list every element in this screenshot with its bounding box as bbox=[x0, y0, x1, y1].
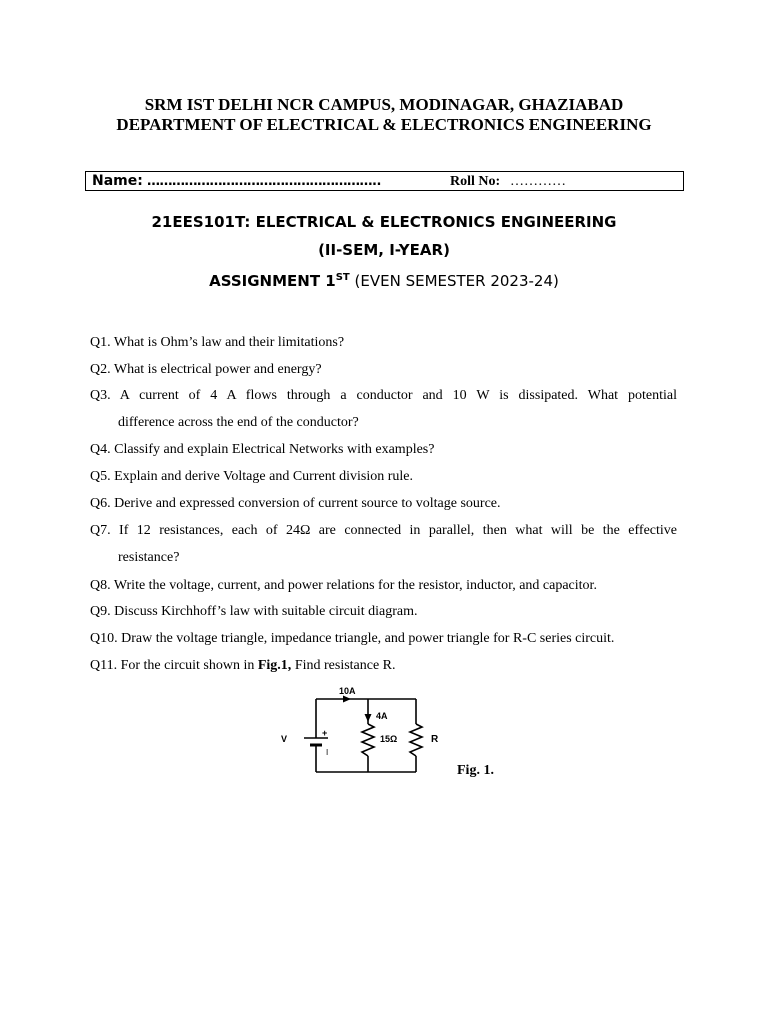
name-label: Name: bbox=[92, 173, 143, 189]
question-11-prefix: Q11. For the circuit shown in bbox=[90, 658, 258, 673]
label-v: V bbox=[281, 734, 288, 744]
label-15-ohm: 15Ω bbox=[380, 734, 398, 744]
question-11 bbox=[90, 657, 677, 675]
figure-caption: Fig. 1. bbox=[457, 763, 494, 778]
assignment-session: (EVEN SEMESTER 2023-24) bbox=[349, 272, 559, 290]
question-11-suffix: Find resistance R. bbox=[291, 658, 396, 673]
course-title: 21EES101T: ELECTRICAL & ELECTRONICS ENGINEERING bbox=[151, 213, 617, 231]
course-semester: (II-SEM, I-YEAR) bbox=[318, 241, 450, 259]
assignment-title bbox=[0, 268, 768, 291]
question-1: Q1. What is Ohm’s law and their limitations? bbox=[90, 335, 345, 350]
question-11-figure-ref: Fig.1, bbox=[257, 658, 292, 673]
label-r: R bbox=[431, 734, 439, 745]
question-10: Q10. Draw the voltage triangle, impedance triangle, and power triangle for R-C series circuit. bbox=[90, 631, 615, 646]
question-8: Q8. Write the voltage, current, and power relations for the resistor, inductor, and capacitor. bbox=[90, 578, 597, 593]
name-field: ……………………………………………….. bbox=[147, 174, 381, 189]
question-7-line-2: resistance? bbox=[118, 550, 180, 565]
document-header bbox=[0, 95, 768, 135]
assignment-superscript: ST bbox=[335, 272, 350, 283]
student-info-box bbox=[85, 171, 684, 191]
question-6: Q6. Derive and expressed conversion of current source to voltage source. bbox=[90, 496, 501, 511]
question-7-line-1: Q7. If 12 resistances, each of 24Ω are connected in parallel, then what will be the effective bbox=[90, 523, 677, 538]
current-arrow-10a bbox=[343, 696, 351, 703]
label-minus: I bbox=[326, 748, 329, 757]
label-10a: 10A bbox=[339, 686, 356, 696]
current-arrow-4a bbox=[365, 714, 372, 722]
institute-name: SRM IST DELHI NCR CAMPUS, MODINAGAR, GHAZIABAD bbox=[144, 95, 624, 114]
resistor-r bbox=[410, 724, 422, 756]
question-3-line-2: difference across the end of the conductor? bbox=[118, 415, 359, 430]
battery-symbol bbox=[304, 738, 328, 745]
label-4a: 4A bbox=[376, 711, 388, 721]
assignment-prefix: ASSIGNMENT 1 bbox=[209, 272, 336, 290]
question-3-line-1: Q3. A current of 4 A flows through a conductor and 10 W is dissipated. What potential bbox=[90, 388, 677, 403]
label-plus: + bbox=[322, 728, 328, 738]
question-4: Q4. Classify and explain Electrical Networks with examples? bbox=[90, 442, 435, 457]
question-5: Q5. Explain and derive Voltage and Current division rule. bbox=[90, 469, 413, 484]
question-2: Q2. What is electrical power and energy? bbox=[90, 362, 322, 377]
resistor-15-ohm bbox=[362, 724, 374, 756]
department-name: DEPARTMENT OF ELECTRICAL & ELECTRONICS ENGINEERING bbox=[116, 115, 652, 134]
question-9: Q9. Discuss Kirchhoff’s law with suitable circuit diagram. bbox=[90, 604, 418, 619]
roll-no-field: ………… bbox=[510, 174, 566, 189]
roll-no-label: Roll No: bbox=[450, 174, 501, 189]
